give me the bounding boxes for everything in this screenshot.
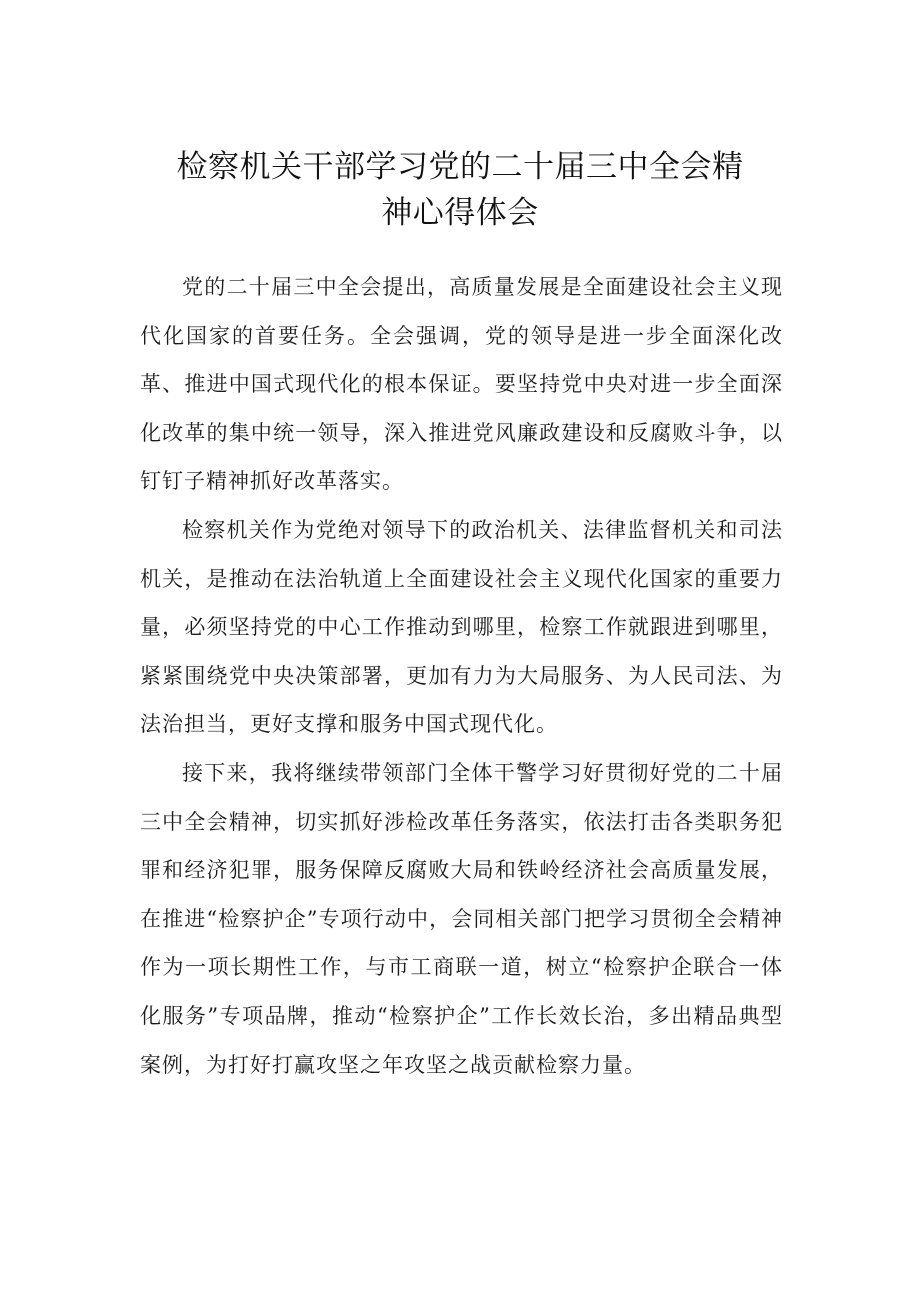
paragraph-3: 接下来，我将继续带领部门全体干警学习好贯彻好党的二十届三中全会精神，切实抓好涉检改革任务落实，依法打击各类职务犯罪和经济犯罪，服务保障反腐败大局和铁岭经济社会高质量发展，在推进“检察护企”专项行动中，会同相关部门把学习贯彻全会精神作为一项长期性工作，与市工商联一道，树立“检察护企联合一体化服务”专项品牌，推动“检察护企”工作长效长治，多出精品典型案例，为打好打赢攻坚之年攻坚之战贡献检察力量。 bbox=[140, 761, 783, 1077]
document-title-line-2: 神心得体会 bbox=[381, 195, 539, 231]
paragraph-1: 党的二十届三中全会提出，高质量发展是全面建设社会主义现代化国家的首要任务。全会强调，党的领导是进一步全面深化改革、推进中国式现代化的根本保证。要坚持党中央对进一步全面深化改革的集中统一领导，深入推进党风廉政建设和反腐败斗争，以钉钉子精神抓好改革落实。 bbox=[140, 275, 783, 494]
paragraph-2: 检察机关作为党绝对领导下的政治机关、法律监督机关和司法机关，是推动在法治轨道上全面建设社会主义现代化国家的重要力量，必须坚持党的中心工作推动到哪里，检察工作就跟进到哪里，紧紧围绕党中央决策部署，更加有力为大局服务、为人民司法、为法治担当，更好支撑和服务中国式现代化。 bbox=[140, 518, 783, 737]
document-title-line-1: 检察机关干部学习党的二十届三中全会精 bbox=[176, 149, 744, 185]
